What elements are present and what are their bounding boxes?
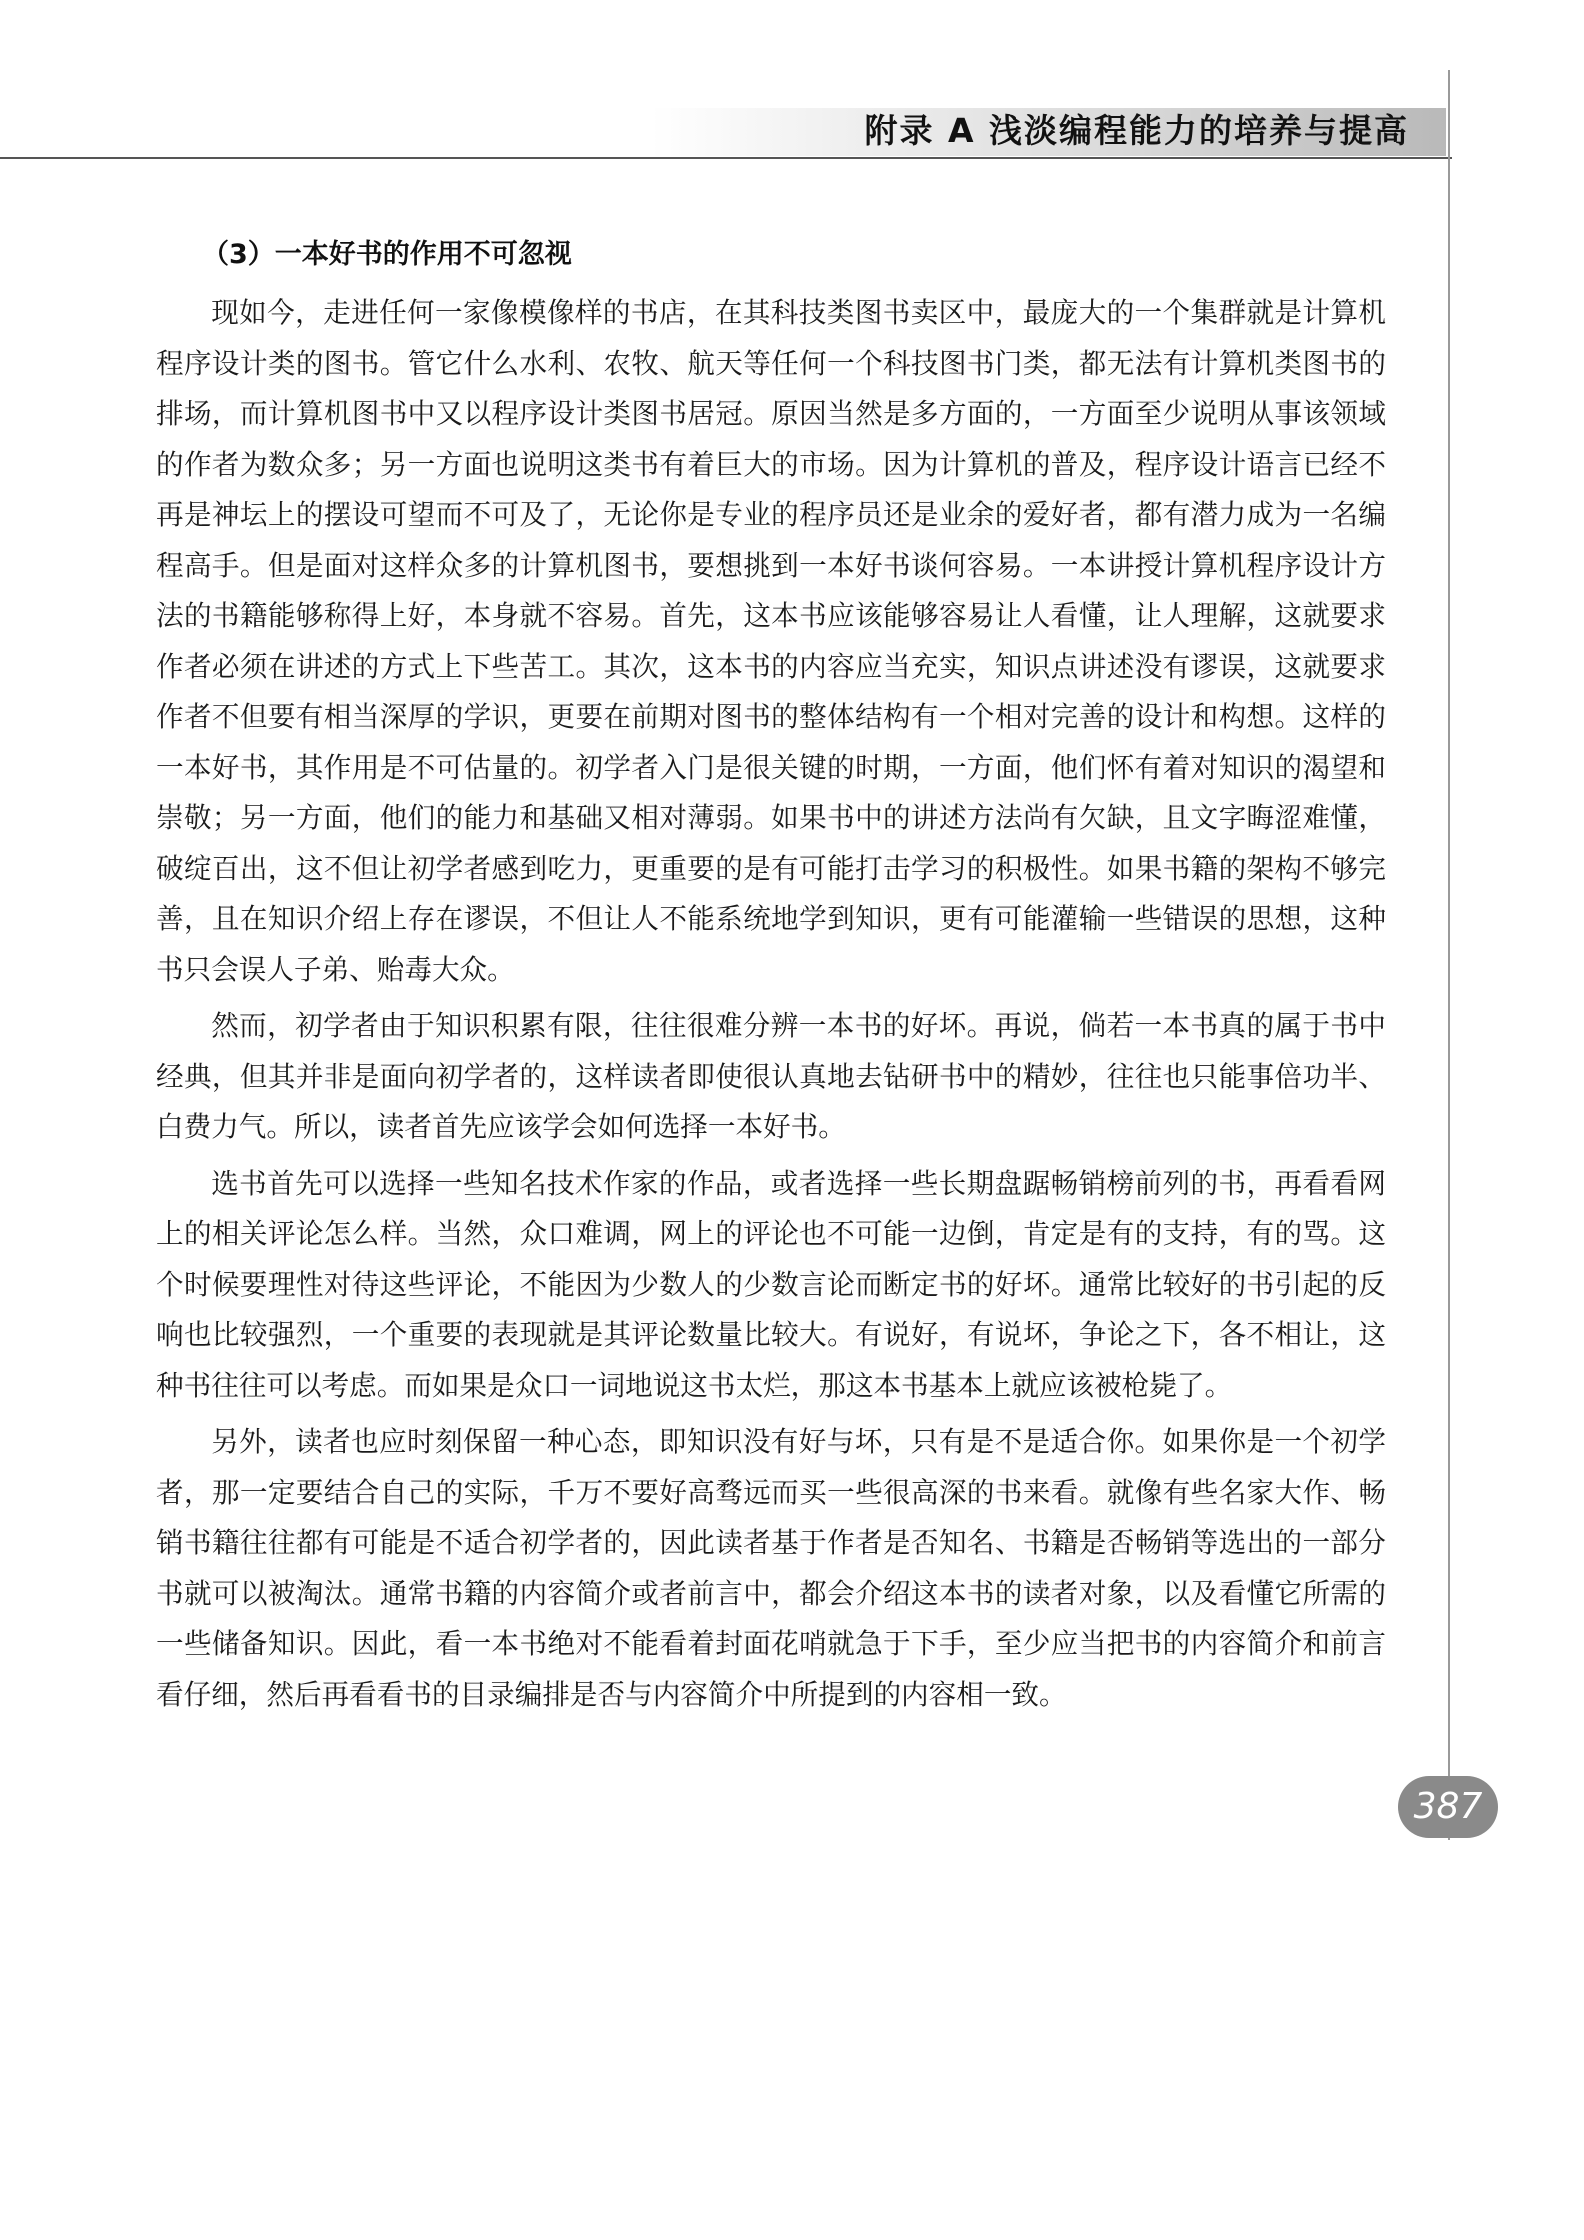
paragraph: 另外，读者也应时刻保留一种心态，即知识没有好与坏，只有是不是适合你。如果你是一个初学者，那一定要结合自己的实际，千万不要好高骛远而买一些很高深的书来看。就像有些名家大作、畅销书籍往往都有可能是不适合初学者的，因此读者基于作者是否知名、书籍是否畅销等选出的一部分书就可以被淘汰。通常书籍的内容简介或者前言中，都会介绍这本书的读者对象，以及看懂它所需的一些储备知识。因此，看一本书绝对不能看着封面花哨就急于下手，至少应当把书的内容简介和前言看仔细，然后再看看书的目录编排是否与内容简介中所提到的内容相一致。 <box>156 1425 1386 1711</box>
paragraph: 选书首先可以选择一些知名技术作家的作品，或者选择一些长期盘踞畅销榜前列的书，再看看网上的相关评论怎么样。当然，众口难调，网上的评论也不可能一边倒，肯定是有的支持，有的骂。这个时候要理性对待这些评论，不能因为少数人的少数言论而断定书的好坏。通常比较好的书引起的反响也比较强烈，一个重要的表现就是其评论数量比较大。有说好，有说坏，争论之下，各不相让，这种书往往可以考虑。而如果是众口一词地说这书太烂，那这本书基本上就应该被枪毙了。 <box>156 1166 1386 1402</box>
margin-rule <box>1448 70 1450 1840</box>
header-rule <box>0 157 1452 159</box>
paragraph: 然而，初学者由于知识积累有限，往往很难分辨一本书的好坏。再说，倘若一本书真的属于书中经典，但其并非是面向初学者的，这样读者即使很认真地去钻研书中的精妙，往往也只能事倍功半、白费力气。所以，读者首先应该学会如何选择一本好书。 <box>156 1009 1386 1143</box>
running-header-title: 附录 A 浅淡编程能力的培养与提高 <box>864 111 1409 150</box>
page-body <box>156 230 1386 1726</box>
section-heading: （3）一本好书的作用不可忽视 <box>202 239 572 270</box>
paragraph: 现如今，走进任何一家像模像样的书店，在其科技类图书卖区中，最庞大的一个集群就是计算机程序设计类的图书。管它什么水利、农牧、航天等任何一个科技图书门类，都无法有计算机类图书的排场，而计算机图书中又以程序设计类图书居冠。原因当然是多方面的，一方面至少说明从事该领域的作者为数众多；另一方面也说明这类书有着巨大的市场。因为计算机的普及，程序设计语言已经不再是神坛上的摆设可望而不可及了，无论你是专业的程序员还是业余的爱好者，都有潜力成为一名编程高手。但是面对这样众多的计算机图书，要想挑到一本好书谈何容易。一本讲授计算机程序设计方法的书籍能够称得上好，本身就不容易。首先，这本书应该能够容易让人看懂，让人理解，这就要求作者必须在讲述的方式上下些苦工。其次，这本书的内容应当充实，知识点讲述没有谬误，这就要求作者不但要有相当深厚的学识，更要在前期对图书的整体结构有一个相对完善的设计和构想。这样的一本好书，其作用是不可估量的。初学者入门是很关键的时期，一方面，他们怀有着对知识的渴望和崇敬；另一方面，他们的能力和基础又相对薄弱。如果书中的讲述方法尚有欠缺，且文字晦涩难懂，破绽百出，这不但让初学者感到吃力，更重要的是有可能打击学习的积极性。如果书籍的架构不够完善，且在知识介绍上存在谬误，不但让人不能系统地学到知识，更有可能灌输一些错误的思想，这种书只会误人子弟、贻毒大众。 <box>156 296 1386 986</box>
page-number: 387 <box>1398 1776 1498 1838</box>
